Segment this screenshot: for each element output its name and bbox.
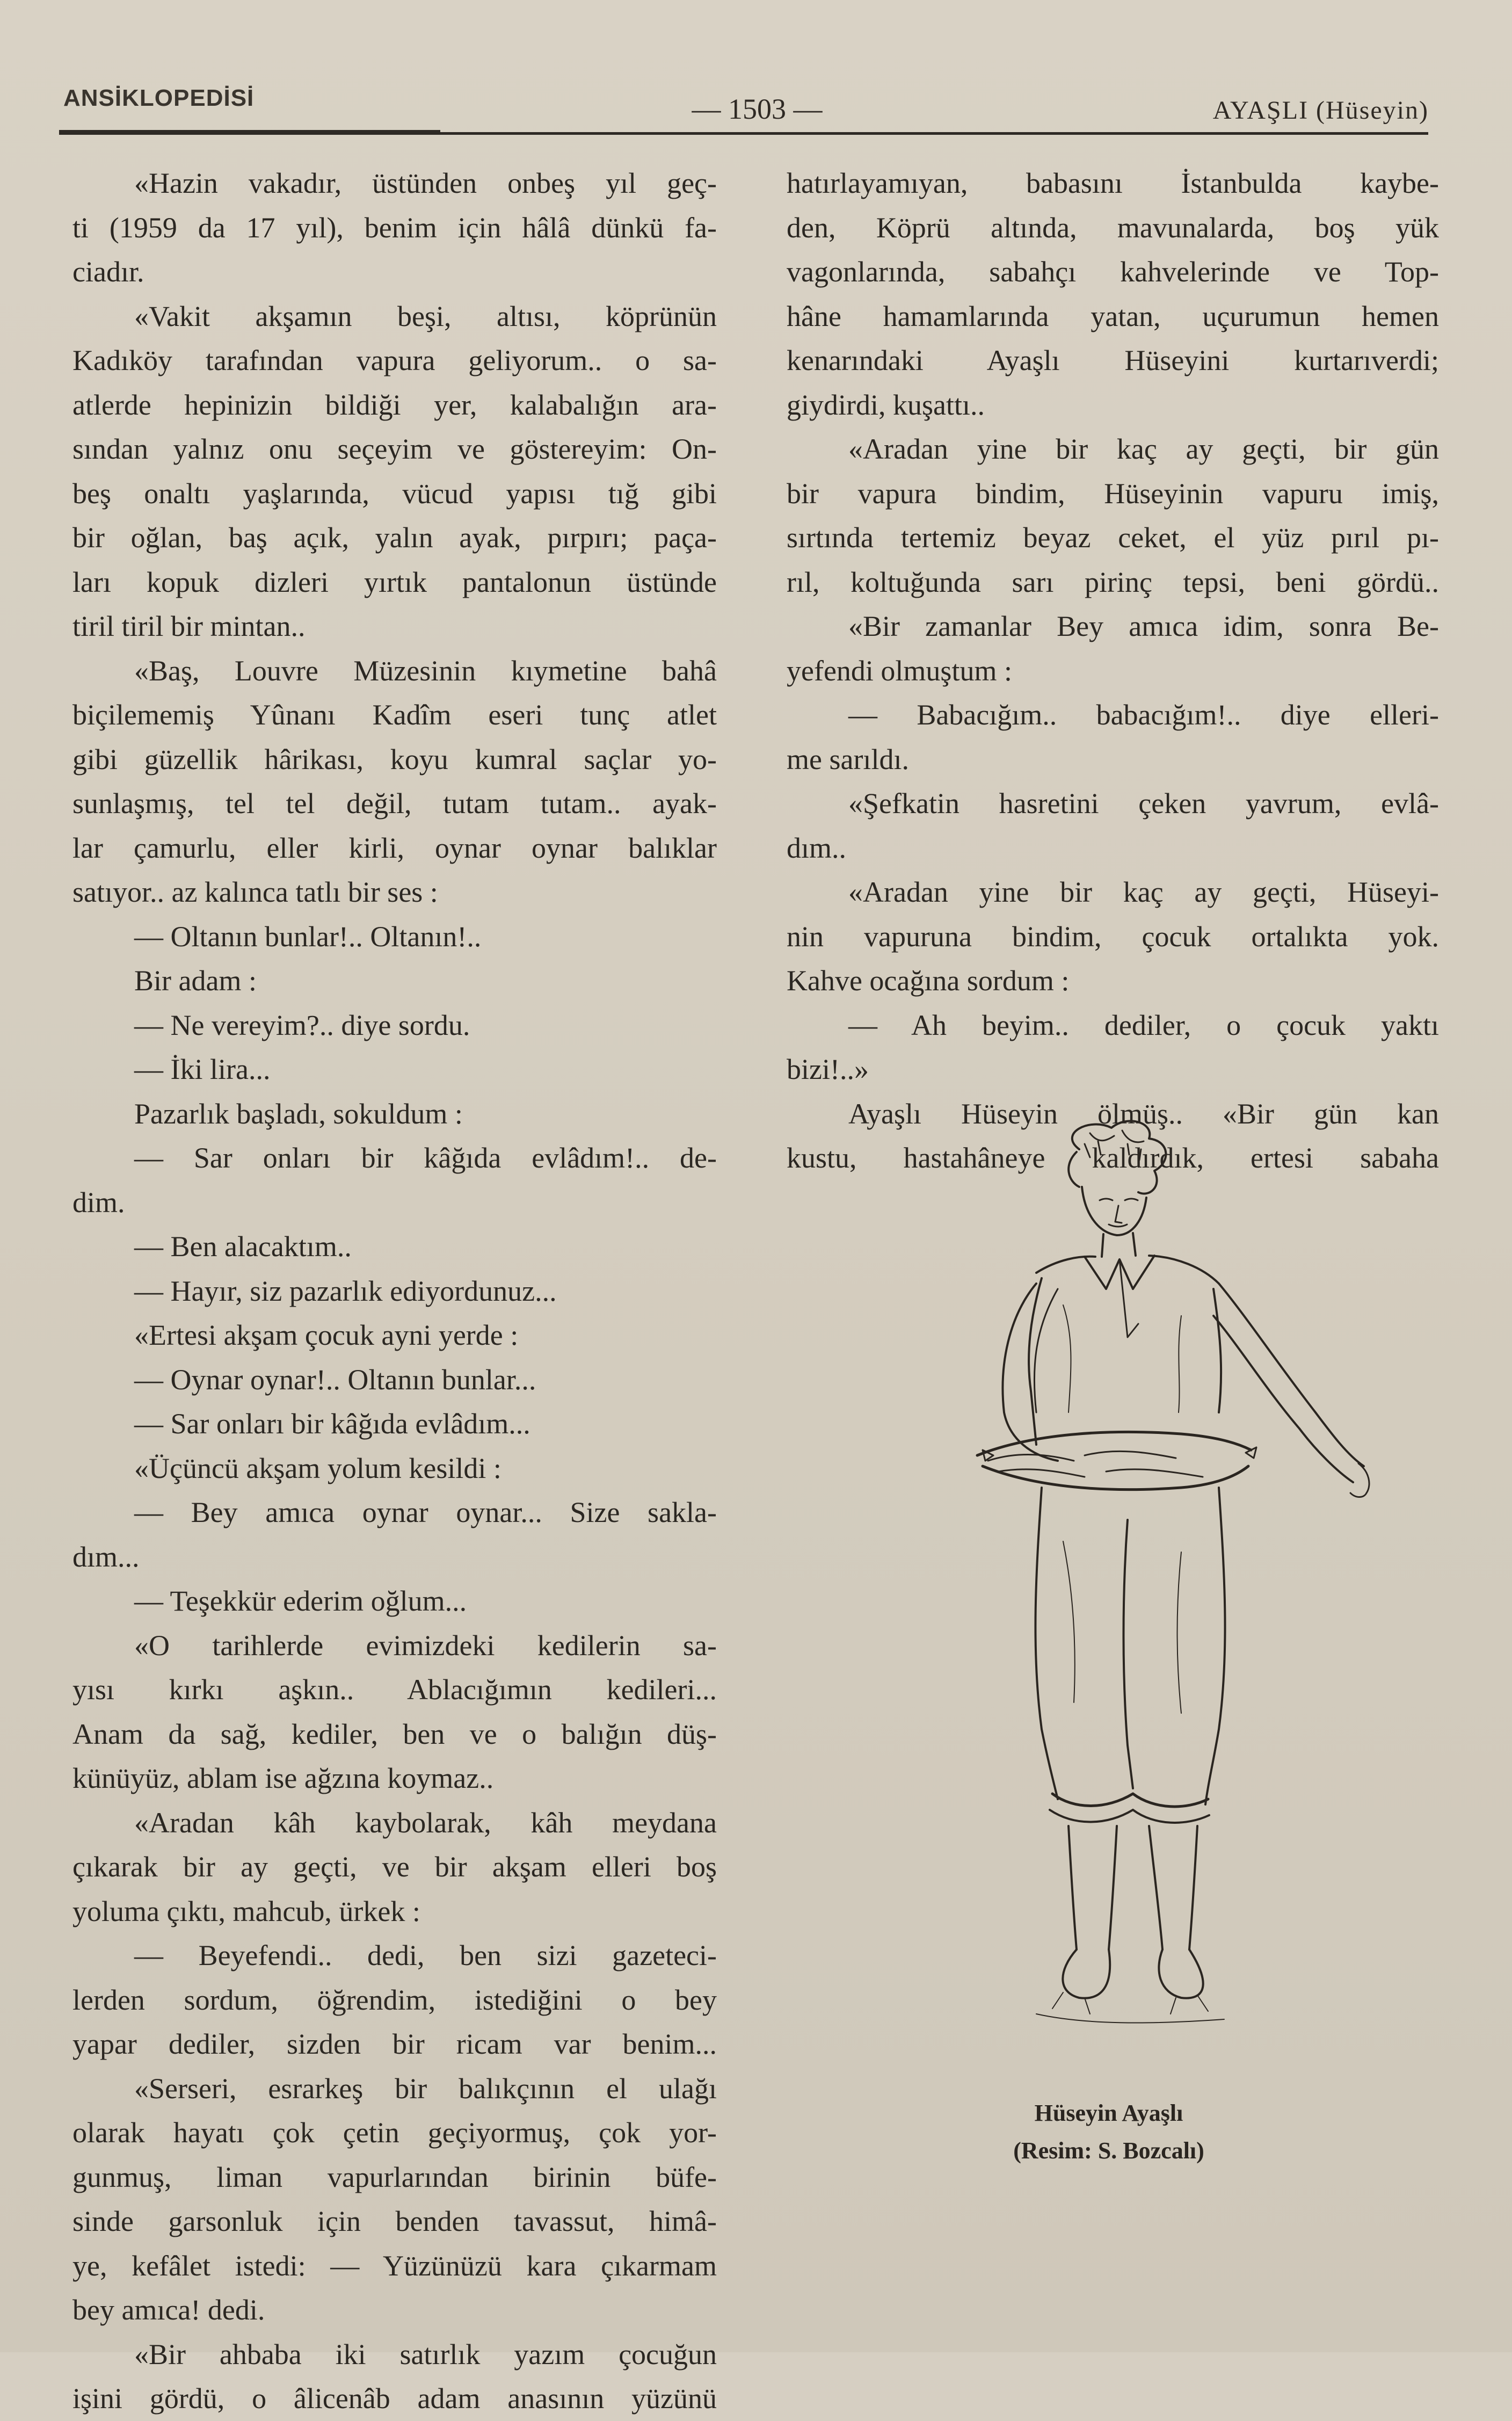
left-column-line: — Ben alacaktım..: [134, 1230, 352, 1263]
right-column-line: hâne hamamlarında yatan, uçurumun hemen: [787, 300, 1439, 332]
running-head-left: ANSİKLOPEDİSİ: [63, 85, 255, 111]
left-column-line: — Bey amıca oynar oynar... Size sakla-: [134, 1496, 717, 1528]
left-column-line: Bir adam :: [134, 965, 257, 997]
left-column-line: — Ne vereyim?.. diye sordu.: [134, 1009, 470, 1041]
right-column-line: me sarıldı.: [787, 743, 909, 775]
page-number: — 1503 —: [692, 93, 823, 125]
left-column-line: «Üçüncü akşam yolum kesildi :: [134, 1452, 501, 1484]
right-column-line: sırtında tertemiz beyaz ceket, el yüz pırıl pı-: [787, 521, 1439, 554]
left-column-line: — Hayır, siz pazarlık ediyordunuz...: [134, 1274, 557, 1307]
left-column-line: satıyor.. az kalınca tatlı bir ses :: [72, 876, 438, 908]
running-head-right: AYAŞLI (Hüseyin): [1212, 96, 1429, 125]
right-column-line: «Aradan yine bir kaç ay geçti, bir gün: [848, 433, 1439, 465]
right-column-line: kustu, hastahâneye kaldırdık, ertesi sabaha: [787, 1142, 1439, 1174]
left-column-line: «Hazin vakadır, üstünden onbeş yıl geç-: [134, 167, 717, 199]
left-column-line: tiril tiril bir mintan..: [72, 610, 306, 642]
left-column-line: sunlaşmış, tel tel değil, tutam tutam.. ayak-: [72, 787, 717, 820]
illustration-caption: [805, 2094, 1412, 2170]
right-column-line: «Aradan yine bir kaç ay geçti, Hüseyi-: [848, 876, 1439, 908]
left-column-line: dim.: [72, 1186, 125, 1219]
left-column-line: dım...: [72, 1540, 140, 1573]
left-column-line: «Vakit akşamın beşi, altısı, köprünün: [134, 300, 717, 332]
left-column-line: ları kopuk dizleri yırtık pantalonun üstünde: [72, 566, 717, 598]
left-column-line: — Beyefendi.. dedi, ben sizi gazeteci-: [134, 1939, 717, 1971]
left-column-line: — Oltanın bunlar!.. Oltanın!..: [134, 920, 482, 953]
left-column-line: biçilememiş Yûnanı Kadîm eseri tunç atlet: [72, 699, 717, 731]
left-column-line: — Sar onları bir kâğıda evlâdım...: [134, 1408, 530, 1440]
right-column-line: «Şefkatin hasretini çeken yavrum, evlâ-: [848, 787, 1439, 820]
boy-sketch-image: [805, 1112, 1412, 2084]
right-column-line: «Bir zamanlar Bey amıca idim, sonra Be-: [848, 610, 1439, 642]
right-column-line: hatırlayamıyan, babasını İstanbulda kaybe-: [787, 167, 1439, 199]
left-column-line: yısı kırkı aşkın.. Ablacığımın kedileri...: [72, 1673, 717, 1706]
caption-credit: (Resim: S. Bozcalı): [1013, 2137, 1204, 2164]
left-column-line: sinde garsonluk için benden tavassut, himâ-: [72, 2205, 717, 2237]
left-column-line: lerden sordum, öğrendim, istediğini o bey: [72, 1983, 717, 2016]
left-column-line: sından yalnız onu seçeyim ve göstereyim: On-: [72, 433, 717, 465]
left-column-line: Pazarlık başladı, sokuldum :: [134, 1097, 463, 1130]
right-column-line: giydirdi, kuşattı..: [787, 388, 985, 421]
left-column-line: işini gördü, o âlicenâb adam anasının yüzünü: [72, 2382, 717, 2415]
left-column-line: yapar dediler, sizden bir ricam var benim...: [72, 2028, 717, 2060]
left-column-line: gibi güzellik hârikası, koyu kumral saçlar yo-: [72, 743, 717, 775]
left-column-line: beş onaltı yaşlarında, vücud yapısı tığ gibi: [72, 477, 717, 510]
right-text-column: [787, 161, 1439, 1180]
right-column-line: yefendi olmuştum :: [787, 654, 1012, 687]
left-column-line: Kadıköy tarafından vapura geliyorum.. o sa-: [72, 344, 717, 376]
left-column-line: yoluma çıktı, mahcub, ürkek :: [72, 1895, 420, 1927]
right-column-line: bir vapura bindim, Hüseyinin vapuru imiş,: [787, 477, 1439, 510]
right-column-line: Kahve ocağına sordum :: [787, 965, 1070, 997]
left-column-line: gunmuş, liman vapurlarından birinin büfe-: [72, 2161, 717, 2193]
right-column-line: den, Köprü altında, mavunalarda, boş yük: [787, 211, 1439, 244]
left-column-line: «Ertesi akşam çocuk ayni yerde :: [134, 1319, 519, 1351]
left-column-line: «Bir ahbaba iki satırlık yazım çocuğun: [134, 2338, 717, 2371]
right-column-line: kenarındaki Ayaşlı Hüseyini kurtarıverdi;: [787, 344, 1439, 376]
left-column-line: — Teşekkür ederim oğlum...: [134, 1585, 467, 1617]
right-column-line: rıl, koltuğunda sarı pirinç tepsi, beni gördü..: [787, 566, 1439, 598]
left-column-line: «Aradan kâh kaybolarak, kâh meydana: [134, 1806, 717, 1839]
left-column-line: çıkarak bir ay geçti, ve bir akşam elleri boş: [72, 1851, 717, 1883]
left-column-line: «O tarihlerde evimizdeki kedilerin sa-: [134, 1629, 717, 1662]
right-column-line: dım..: [787, 831, 847, 864]
right-column-line: Ayaşlı Hüseyin ölmüş.. «Bir gün kan: [848, 1097, 1439, 1130]
boy-illustration: [805, 1112, 1412, 2084]
left-column-line: — Oynar oynar!.. Oltanın bunlar...: [134, 1363, 536, 1396]
right-column-line: nin vapuruna bindim, çocuk ortalıkta yok.: [787, 920, 1439, 953]
header-rule-thick: [59, 130, 440, 135]
left-column-line: ciadır.: [72, 256, 144, 288]
left-column-line: — İki lira...: [134, 1053, 271, 1085]
page-header: [0, 81, 1512, 145]
left-column-line: Anam da sağ, kediler, ben ve o balığın düş-: [72, 1717, 717, 1750]
right-column-line: bizi!..»: [787, 1053, 869, 1085]
right-column-line: — Ah beyim.. dediler, o çocuk yaktı: [848, 1009, 1439, 1041]
left-column-line: bey amıca! dedi.: [72, 2294, 265, 2326]
left-text-column: [72, 161, 717, 2421]
left-column-line: lar çamurlu, eller kirli, oynar oynar balıklar: [72, 831, 717, 864]
right-column-line: vagonlarında, sabahçı kahvelerinde ve Top-: [787, 256, 1439, 288]
caption-title: Hüseyin Ayaşlı: [1034, 2100, 1183, 2126]
left-column-line: «Serseri, esrarkeş bir balıkçının el ulağı: [134, 2072, 717, 2105]
left-column-line: ye, kefâlet istedi: — Yüzünüzü kara çıkarmam: [72, 2249, 717, 2282]
left-column-line: künüyüz, ablam ise ağzına koymaz..: [72, 1762, 494, 1794]
left-column-line: «Baş, Louvre Müzesinin kıymetine bahâ: [134, 654, 717, 687]
left-column-line: ti (1959 da 17 yıl), benim için hâlâ dünkü fa-: [72, 211, 717, 244]
left-column-line: olarak hayatı çok çetin geçiyormuş, çok yor-: [72, 2116, 717, 2149]
left-column-line: atlerde hepinizin bildiği yer, kalabalığın ara-: [72, 388, 717, 421]
right-column-line: — Babacığım.. babacığım!.. diye elleri-: [848, 699, 1439, 731]
left-column-line: bir oğlan, baş açık, yalın ayak, pırpırı; paça-: [72, 521, 717, 554]
header-rule-thin: [440, 132, 1428, 135]
left-column-line: — Sar onları bir kâğıda evlâdım!.. de-: [134, 1142, 717, 1174]
